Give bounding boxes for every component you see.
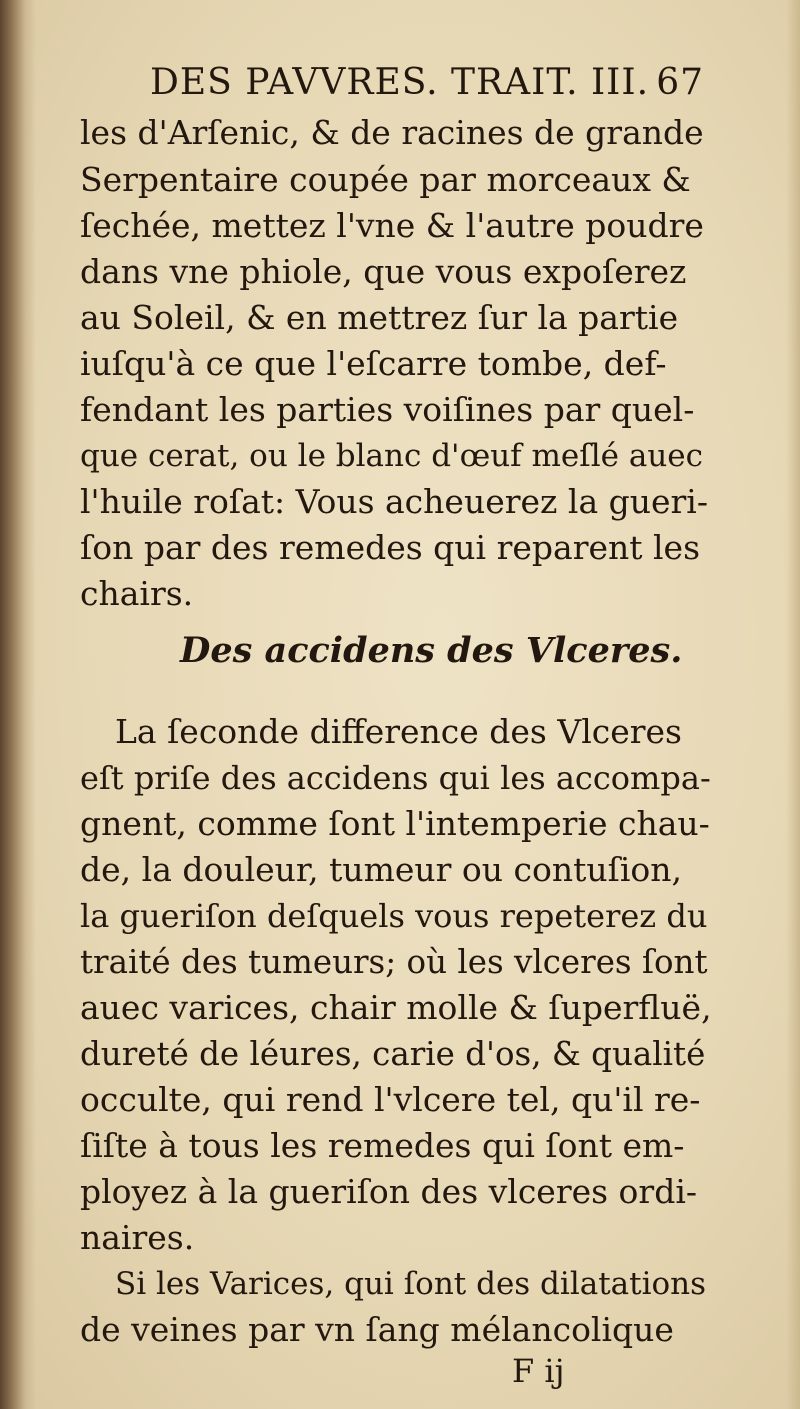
text-line: naires.	[80, 1218, 195, 1257]
text-line: ſechée, mettez l'vne & l'autre poudre	[80, 206, 704, 245]
text-line: iuſqu'à ce que l'eſcarre tombe, def-	[80, 344, 667, 383]
text-line: ſon par des remedes qui reparent les	[80, 528, 701, 567]
text-line: eſt priſe des accidens qui les accompa-	[80, 759, 711, 797]
text-line: gnent, comme ſont l'intemperie chau-	[80, 804, 710, 843]
text-line: La ſeconde difference des Vlceres	[115, 712, 682, 751]
book-gutter	[0, 0, 36, 1409]
text-line: dans vne phiole, que vous expoſerez	[80, 252, 687, 291]
section-title: Des accidens des Vlceres.	[180, 630, 683, 671]
text-line: au Soleil, & en mettrez ſur la partie	[80, 298, 679, 337]
text-line: fendant les parties voiſines par quel-	[80, 390, 695, 429]
text-line: ſiſte à tous les remedes qui ſont em-	[80, 1126, 685, 1165]
text-line: traité des tumeurs; où les vlceres ſont	[80, 943, 708, 981]
text-line: auec varices, chair molle & ſuperfluë,	[80, 988, 712, 1027]
page-number: 67	[656, 62, 704, 103]
text-line: de veines par vn ſang mélancolique	[80, 1310, 674, 1349]
text-line: que cerat, ou le blanc d'œuf meſlé auec	[80, 438, 703, 474]
signature-mark: F ij	[512, 1352, 565, 1390]
running-header	[150, 62, 710, 112]
running-title: DES PAVVRES. TRAIT. III.	[150, 62, 650, 103]
text-line: chairs.	[80, 574, 194, 613]
text-line: de, la douleur, tumeur ou contuſion,	[80, 850, 683, 889]
text-line: dureté de léures, carie d'os, & qualité	[80, 1035, 706, 1073]
page-edge	[786, 0, 800, 1409]
text-line: l'huile roſat: Vous acheuerez la gueri-	[80, 482, 709, 521]
text-line: Si les Varices, qui ſont des dilatations	[115, 1266, 707, 1302]
text-line: ployez à la gueriſon des vlceres ordi-	[80, 1172, 698, 1211]
text-line: les d'Arſenic, & de racines de grande	[80, 113, 704, 152]
text-line: la gueriſon deſquels vous repeterez du	[80, 897, 708, 935]
text-line: occulte, qui rend l'vlcere tel, qu'il re-	[80, 1080, 701, 1119]
text-line: Serpentaire coupée par morceaux &	[80, 160, 691, 199]
